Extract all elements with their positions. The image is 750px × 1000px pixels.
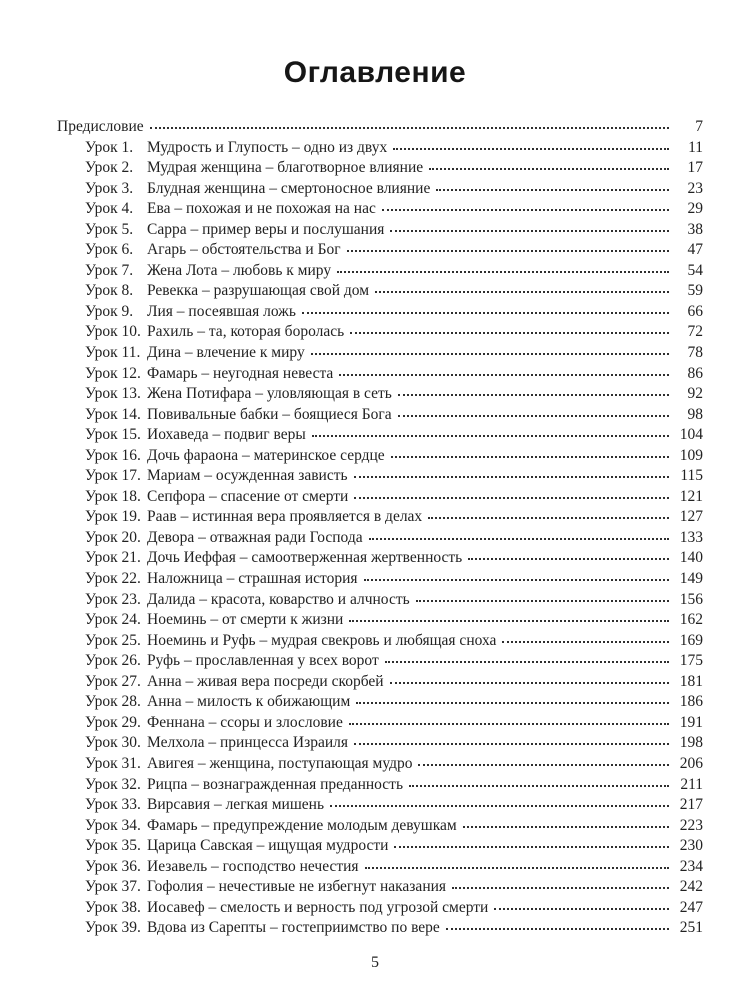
toc-entry-label: Урок 27. <box>85 672 141 690</box>
toc-row <box>57 261 703 282</box>
toc-entry-title: Рахиль – та, которая боролась <box>147 323 345 341</box>
toc-entry-title: Ноеминь – от смерти к жизни <box>147 611 344 629</box>
dot-leader <box>375 291 669 293</box>
toc-entry-label: Урок 35. <box>85 837 141 855</box>
toc-entry-title: Блудная женщина – смертоносное влияние <box>147 179 431 197</box>
dot-leader <box>350 332 669 334</box>
dot-leader <box>494 908 669 910</box>
toc-entry-title: Царица Савская – ищущая мудрости <box>147 837 389 855</box>
toc-entry-label: Урок 33. <box>85 796 141 814</box>
toc-entry-title: Мелхола – принцесса Израиля <box>147 734 349 752</box>
toc-entry-title: Жена Потифара – уловляющая в сеть <box>147 385 392 403</box>
dot-leader <box>418 764 669 766</box>
toc-entry-page: 169 <box>679 631 703 649</box>
dot-leader <box>349 723 669 725</box>
toc-entry-label: Урок 30. <box>85 734 141 752</box>
toc-row <box>57 631 703 652</box>
dot-leader <box>312 435 669 437</box>
dot-leader <box>393 148 669 150</box>
toc-entry-title: Жена Лота – любовь к миру <box>147 261 332 279</box>
toc-entry-label: Урок 34. <box>85 816 141 834</box>
toc-entry-title: Анна – милость к обижающим <box>147 693 351 711</box>
toc-entry-title: Ревекка – разрушающая свой дом <box>147 282 370 300</box>
toc-entry-page: 29 <box>687 200 703 218</box>
toc-entry-page: 230 <box>679 837 703 855</box>
toc-entry-title: Авигея – женщина, поступающая мудро <box>147 754 413 772</box>
toc-row <box>57 364 703 385</box>
toc-entry-label: Урок 31. <box>85 754 141 772</box>
toc-entry-title: Вдова из Сарепты – гостеприимство по вере <box>147 919 440 937</box>
toc-row <box>57 240 703 261</box>
toc-entry-title: Дочь Иеффая – самоотверженная жертвенность <box>147 549 463 567</box>
toc-entry-label: Урок 2. <box>85 159 134 177</box>
toc-entry-page: 247 <box>679 898 703 916</box>
toc-row <box>57 816 703 837</box>
toc-entry-page: 115 <box>680 467 703 485</box>
toc-entry-label: Урок 17. <box>85 467 141 485</box>
toc-entry-label: Урок 15. <box>85 426 141 444</box>
toc-row <box>57 343 703 364</box>
dot-leader <box>311 353 669 355</box>
toc-entry-label: Урок 19. <box>85 508 141 526</box>
toc-row <box>57 590 703 611</box>
toc-entry-page: 251 <box>679 919 703 937</box>
dot-leader <box>452 887 669 889</box>
toc-entry-label: Урок 26. <box>85 652 141 670</box>
toc-entry-page: 54 <box>687 261 703 279</box>
toc-entry-title: Наложница – страшная история <box>147 570 358 588</box>
toc-row <box>57 795 703 816</box>
toc-entry-title: Мариам – осужденная зависть <box>147 467 348 485</box>
toc-entry-label: Урок 12. <box>85 364 141 382</box>
toc-entry-page: 72 <box>687 323 703 341</box>
toc-entry-label: Урок 10. <box>85 323 141 341</box>
folio-page-number: 5 <box>371 954 379 971</box>
toc-entry-page: 133 <box>679 528 703 546</box>
dot-leader <box>390 682 669 684</box>
toc-row <box>57 836 703 857</box>
toc-row <box>57 384 703 405</box>
toc-row <box>57 220 703 241</box>
toc-row <box>57 425 703 446</box>
dot-leader <box>337 271 669 273</box>
toc-entry-label: Урок 4. <box>85 200 134 218</box>
toc-entry-label: Урок 24. <box>85 611 141 629</box>
toc-entry-page: 86 <box>687 364 703 382</box>
toc-row <box>57 610 703 631</box>
toc-entry-label: Урок 22. <box>85 570 141 588</box>
toc-row <box>57 158 703 179</box>
toc-entry-page: 66 <box>687 302 703 320</box>
toc-entry-title: Ева – похожая и не похожая на нас <box>147 200 376 218</box>
dot-leader <box>398 394 669 396</box>
toc-entry-label: Урок 7. <box>85 261 134 279</box>
toc-row <box>57 775 703 796</box>
toc-row <box>57 466 703 487</box>
dot-leader <box>468 558 669 560</box>
toc-entry-page: 23 <box>687 179 703 197</box>
toc-entry-title: Фамарь – предупреждение молодым девушкам <box>147 816 457 834</box>
toc-entry-page: 104 <box>679 426 703 444</box>
dot-leader <box>446 928 669 930</box>
dot-leader <box>502 641 669 643</box>
toc-entry-title: Ноеминь и Руфь – мудрая свекровь и любящая сноха <box>147 631 497 649</box>
toc-row <box>57 138 703 159</box>
toc-row <box>57 754 703 775</box>
dot-leader <box>330 805 669 807</box>
toc-entry-page: 149 <box>679 570 703 588</box>
toc-entry-label: Урок 18. <box>85 487 141 505</box>
toc-entry-title: Иосавеф – смелость и верность под угрозой смерти <box>147 898 489 916</box>
toc-row <box>57 898 703 919</box>
toc-entry-page: 211 <box>680 775 703 793</box>
toc-row <box>57 733 703 754</box>
toc-entry-page: 217 <box>679 796 703 814</box>
toc-entry-page: 242 <box>679 878 703 896</box>
toc-entry-label: Урок 25. <box>85 631 141 649</box>
toc-row <box>57 569 703 590</box>
toc-entry-label: Урок 21. <box>85 549 141 567</box>
toc-entry-label: Урок 13. <box>85 385 141 403</box>
toc-entry-title: Дочь фараона – материнское сердце <box>147 446 385 464</box>
toc-row <box>57 281 703 302</box>
toc-entry-page: 234 <box>679 857 703 875</box>
toc-entry-title: Далида – красота, коварство и алчность <box>147 590 410 608</box>
toc-entry-page: 186 <box>679 693 703 711</box>
toc-entry-page: 162 <box>679 611 703 629</box>
toc-row <box>57 507 703 528</box>
toc-entry-page: 47 <box>687 241 703 259</box>
toc-entry-label: Урок 28. <box>85 693 141 711</box>
toc-entry-title: Раав – истинная вера проявляется в делах <box>147 508 423 526</box>
toc-entry-label: Урок 20. <box>85 528 141 546</box>
toc-entry-label: Урок 8. <box>85 282 134 300</box>
toc-entry-title: Сарра – пример веры и послушания <box>147 220 385 238</box>
toc-entry-page: 109 <box>679 446 703 464</box>
toc-entry-title: Агарь – обстоятельства и Бог <box>147 241 341 259</box>
table-of-contents <box>57 117 703 939</box>
toc-entry-label: Урок 14. <box>85 405 141 423</box>
dot-leader <box>409 785 669 787</box>
toc-entry-title: Руфь – прославленная у всех ворот <box>147 652 379 670</box>
toc-row <box>57 651 703 672</box>
dot-leader <box>385 661 669 663</box>
dot-leader <box>390 230 669 232</box>
toc-entry-page: 127 <box>679 508 703 526</box>
toc-entry-title: Мудрая женщина – благотворное влияние <box>147 159 424 177</box>
toc-row <box>57 446 703 467</box>
page-title: Оглавление <box>283 56 467 89</box>
toc-entry-page: 121 <box>679 487 703 505</box>
toc-entry-title: Сепфора – спасение от смерти <box>147 487 349 505</box>
dot-leader <box>436 189 669 191</box>
toc-entry-label: Урок 37. <box>85 878 141 896</box>
toc-entry-title: Рицпа – вознагражденная преданность <box>147 775 404 793</box>
dot-leader <box>354 743 669 745</box>
toc-row <box>57 302 703 323</box>
toc-row <box>57 405 703 426</box>
toc-entry-label: Урок 6. <box>85 241 134 259</box>
toc-entry-label: Урок 39. <box>85 919 141 937</box>
toc-entry-label: Урок 23. <box>85 590 141 608</box>
toc-entry-label: Урок 32. <box>85 775 141 793</box>
toc-row <box>57 918 703 939</box>
toc-entry-title: Лия – посеявшая ложь <box>147 302 296 320</box>
dot-leader <box>339 374 669 376</box>
toc-entry-page: 78 <box>687 344 703 362</box>
toc-entry-page: 140 <box>679 549 703 567</box>
dot-leader <box>369 538 669 540</box>
toc-entry-page: 7 <box>695 118 703 135</box>
toc-entry-title: Дина – влечение к миру <box>147 344 305 362</box>
dot-leader <box>382 209 669 211</box>
toc-row <box>57 548 703 569</box>
dot-leader <box>365 867 669 869</box>
toc-entry-page: 17 <box>687 159 703 177</box>
toc-entry-title: Гофолия – нечестивые не избегнут наказания <box>147 878 447 896</box>
dot-leader <box>416 600 669 602</box>
toc-row <box>57 528 703 549</box>
toc-entry-label: Урок 29. <box>85 713 141 731</box>
dot-leader <box>150 127 669 129</box>
toc-entry-label: Урок 16. <box>85 446 141 464</box>
dot-leader <box>429 168 669 170</box>
toc-entry-title: Феннана – ссоры и злословие <box>147 713 343 731</box>
toc-entry-label: Урок 11. <box>85 344 141 362</box>
toc-entry-label: Урок 38. <box>85 898 141 916</box>
dot-leader <box>364 579 669 581</box>
toc-row <box>57 713 703 734</box>
toc-entry-page: 98 <box>687 405 703 423</box>
dot-leader <box>302 312 669 314</box>
toc-entry-page: 156 <box>679 590 703 608</box>
toc-row <box>57 487 703 508</box>
toc-row <box>57 672 703 693</box>
dot-leader <box>349 620 669 622</box>
toc-row <box>57 857 703 878</box>
toc-entry-label: Урок 36. <box>85 857 141 875</box>
toc-entry-page: 59 <box>687 282 703 300</box>
dot-leader <box>391 456 669 458</box>
toc-entry-title: Иезавель – господство нечестия <box>147 857 359 875</box>
toc-entry-title: Девора – отважная ради Господа <box>147 528 363 546</box>
toc-row <box>57 199 703 220</box>
dot-leader <box>394 846 669 848</box>
dot-leader <box>463 826 669 828</box>
dot-leader <box>356 702 669 704</box>
dot-leader <box>398 415 669 417</box>
toc-entry-page: 198 <box>679 734 703 752</box>
toc-row <box>57 877 703 898</box>
dot-leader <box>354 476 669 478</box>
toc-entry-title: Мудрость и Глупость – одно из двух <box>147 138 388 156</box>
toc-entry-page: 38 <box>687 220 703 238</box>
toc-row <box>57 692 703 713</box>
toc-entry-page: 206 <box>679 754 703 772</box>
dot-leader <box>354 497 669 499</box>
toc-entry-label: Урок 3. <box>85 179 134 197</box>
dot-leader <box>428 517 669 519</box>
toc-entry-label: Урок 9. <box>85 302 134 320</box>
toc-entry-page: 175 <box>679 652 703 670</box>
toc-row <box>57 117 703 138</box>
toc-entry-title: Фамарь – неугодная невеста <box>147 364 334 382</box>
toc-entry-page: 181 <box>679 672 703 690</box>
toc-entry-page: 191 <box>679 713 703 731</box>
toc-entry-title: Иохаведа – подвиг веры <box>147 426 306 444</box>
toc-entry-page: 11 <box>688 138 703 156</box>
toc-entry-title: Предисловие <box>57 118 144 135</box>
toc-row <box>57 179 703 200</box>
toc-entry-title: Вирсавия – легкая мишень <box>147 796 325 814</box>
toc-entry-title: Повивальные бабки – боящиеся Бога <box>147 405 392 423</box>
toc-entry-page: 92 <box>687 385 703 403</box>
dot-leader <box>347 250 669 252</box>
toc-row <box>57 322 703 343</box>
toc-entry-label: Урок 1. <box>85 138 134 156</box>
toc-entry-page: 223 <box>679 816 703 834</box>
toc-entry-label: Урок 5. <box>85 220 134 238</box>
toc-entry-title: Анна – живая вера посреди скорбей <box>147 672 384 690</box>
